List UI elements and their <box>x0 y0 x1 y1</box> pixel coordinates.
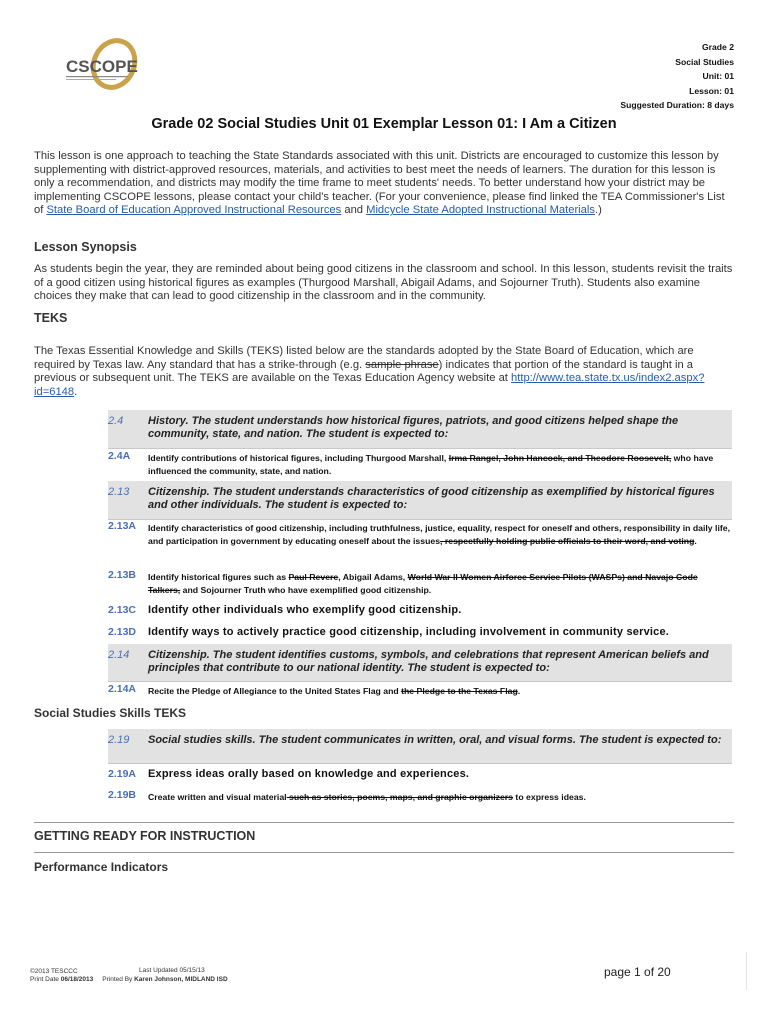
page-title: Grade 02 Social Studies Unit 01 Exemplar Lesson 01: I Am a Citizen <box>151 116 617 132</box>
standard-text: Social studies skills. The student communicates in written, oral, and visual forms. The student is expected to: <box>148 734 722 746</box>
standard-code: 2.19A <box>108 768 137 780</box>
printed-by: Karen Johnson, MIDLAND ISD <box>134 976 228 983</box>
standard-code: 2.13A <box>108 520 137 532</box>
footer-copyright: ©2013 TESCCC <box>30 968 78 975</box>
standard-2-19b <box>108 789 732 805</box>
standard-code: 2.13D <box>108 626 137 638</box>
text-part: and Sojourner Truth who have exemplified good citizenship. <box>180 585 432 596</box>
text-part: who have influenced the community, state, and nation. <box>148 453 714 477</box>
page-number: page 1 of 20 <box>604 965 671 979</box>
teks-text-end: . <box>74 385 78 398</box>
divider <box>34 852 734 853</box>
sboe-resources-link[interactable]: State Board of Education Approved Instructional Resources <box>46 204 342 217</box>
standard-2-19 <box>108 729 732 764</box>
standard-2-13 <box>108 481 732 520</box>
logo-graphic <box>62 38 154 94</box>
footer-last-updated: Last Updated 05/15/13 <box>139 967 205 974</box>
standard-2-14 <box>108 644 732 682</box>
standard-text: Identify other individuals who exemplify good citizenship. <box>148 604 462 616</box>
text-part: Identify contributions of historical figures, including Thurgood Marshall, <box>148 453 449 463</box>
standard-text <box>148 791 732 804</box>
text-part: , Abigail Adams, <box>338 572 408 582</box>
standard-code: 2.19B <box>108 789 137 801</box>
standard-2-13d <box>108 626 732 642</box>
strike-part: Paul Revere <box>288 572 339 582</box>
text-part: to express ideas. <box>513 792 586 802</box>
standard-text <box>148 452 732 478</box>
intro-paragraph <box>34 150 734 218</box>
cscope-logo <box>62 38 154 94</box>
standard-code: 2.19 <box>108 734 130 746</box>
standard-code: 2.14 <box>108 649 130 661</box>
standard-text: Citizenship. The student understands characteristics of good citizenship as exemplified by historical figures and other individuals. The student is expected to: <box>148 486 715 512</box>
standard-2-14a <box>108 683 732 699</box>
standard-code: 2.13C <box>108 604 137 616</box>
standard-text <box>148 685 732 698</box>
meta-subject: Social Studies <box>675 56 734 67</box>
standard-code: 2.4A <box>108 450 131 462</box>
standard-text <box>148 571 732 597</box>
standard-code: 2.4 <box>108 415 124 427</box>
midcycle-materials-link[interactable]: Midcycle State Adopted Instructional Materials <box>366 204 595 217</box>
standard-code: 2.14A <box>108 683 137 695</box>
standard-2-4a <box>108 450 732 480</box>
lesson-meta <box>620 40 734 113</box>
synopsis-text: As students begin the year, they are reminded about being good citizens in the classroom and school. In this lesson, students revisit the traits of a good citizen using historical figures as examples (Thurgood Marshall, Abigail Adams, and Sojourner Truth). Students also examine choices they make that can lead to good citizenship in the classroom and in the community. <box>34 263 733 303</box>
standard-text: History. The student understands how historical figures, patriots, and good citizens helped shape the community, state, and nation. The student is expected to: <box>148 415 679 441</box>
text-part: Create written and visual material <box>148 792 287 802</box>
meta-unit: Unit: 01 <box>702 71 734 81</box>
footer-print-info <box>30 976 228 983</box>
meta-grade: Grade 2 <box>701 42 734 52</box>
intro-end: .) <box>594 204 602 217</box>
print-date-label: Print Date <box>30 976 59 983</box>
skills-heading: Social Studies Skills TEKS <box>34 706 187 720</box>
standard-2-13a <box>108 520 732 564</box>
meta-duration: Suggested Duration: 8 days <box>620 100 734 110</box>
standard-text: Citizenship. The student identifies customs, symbols, and celebrations that represent American beliefs and principles that contribute to our national identity. The student is expected to: <box>148 649 709 675</box>
getting-ready-heading: GETTING READY FOR INSTRUCTION <box>34 829 256 843</box>
standard-code: 2.13B <box>108 569 137 581</box>
synopsis-heading: Lesson Synopsis <box>34 240 137 254</box>
text-part: Identify characteristics of good citizenship, including truthfulness, justice, equality, respect for oneself and others, responsibility in daily life, and participation in government by educating oneself about the issues <box>148 523 731 547</box>
logo-wordmark: CSCOPE <box>66 57 138 76</box>
standard-code: 2.13 <box>108 486 130 498</box>
strike-part: , respectfully holding public officials to their word, and voting <box>440 536 695 547</box>
teks-paragraph <box>34 345 734 399</box>
teks-text-b: ) indicates that portion of the standard is taught in a previous or subsequent unit. The TEKS are available on the Texas Education Agency website at <box>34 358 694 385</box>
teks-heading: TEKS <box>34 311 68 325</box>
text-part: . <box>694 536 697 547</box>
standard-2-19a <box>108 768 732 784</box>
standard-text <box>148 522 732 548</box>
strike-part: the Pledge to the Texas Flag <box>401 686 518 696</box>
performance-indicators-heading: Performance Indicators <box>34 860 169 874</box>
intro-text: This lesson is one approach to teaching the State Standards associated with this unit. Districts are encouraged to customize this lesson by supplementing with district-approved resources, materials, and activities to best meet the needs of learners. The duration for this lesson is only a recommendation, and districts may modify the time frame to meet students' needs. To better understand how your district may be implementing CSCOPE lessons, please contact your child's teacher. (For your convenience, please find linked the TEA Commissioner's List of <box>34 150 725 217</box>
print-date: 06/18/2013 <box>60 976 94 983</box>
text-part: . <box>517 686 521 696</box>
intro-and: and <box>341 204 367 217</box>
footer-edge <box>746 952 747 990</box>
meta-lesson: Lesson: 01 <box>689 85 734 96</box>
teks-text-a: The Texas Essential Knowledge and Skills (TEKS) listed below are the standards adopted by the State Board of Education, which are required by Texas law. Any standard that has a strike-through (e.g. <box>34 345 694 371</box>
text-part: Identify historical figures such as <box>148 572 289 582</box>
tea-website-link[interactable]: http://www.tea.state.tx.us/index2.aspx?id=6148 <box>34 372 705 398</box>
strike-part: World War II Women Airforce Service Pilots (WASPs) and Navajo Code Talkers, <box>148 572 698 596</box>
standard-2-4 <box>108 410 732 449</box>
printed-by-label: Printed By <box>102 976 133 983</box>
standard-2-13b <box>108 569 732 599</box>
divider <box>34 822 734 823</box>
text-part: Recite the Pledge of Allegiance to the United States Flag and <box>148 686 402 696</box>
strike-example: sample phrase <box>365 358 439 371</box>
standard-2-13c <box>108 604 732 620</box>
standard-text: Identify ways to actively practice good citizenship, including involvement in community service. <box>148 626 670 638</box>
strike-part: Irma Rangel, John Hancock, and Theodore Roosevelt, <box>448 453 672 463</box>
strike-part: such as stories, poems, maps, and graphic organizers <box>286 792 514 802</box>
standard-text: Express ideas orally based on knowledge and experiences. <box>148 768 470 780</box>
